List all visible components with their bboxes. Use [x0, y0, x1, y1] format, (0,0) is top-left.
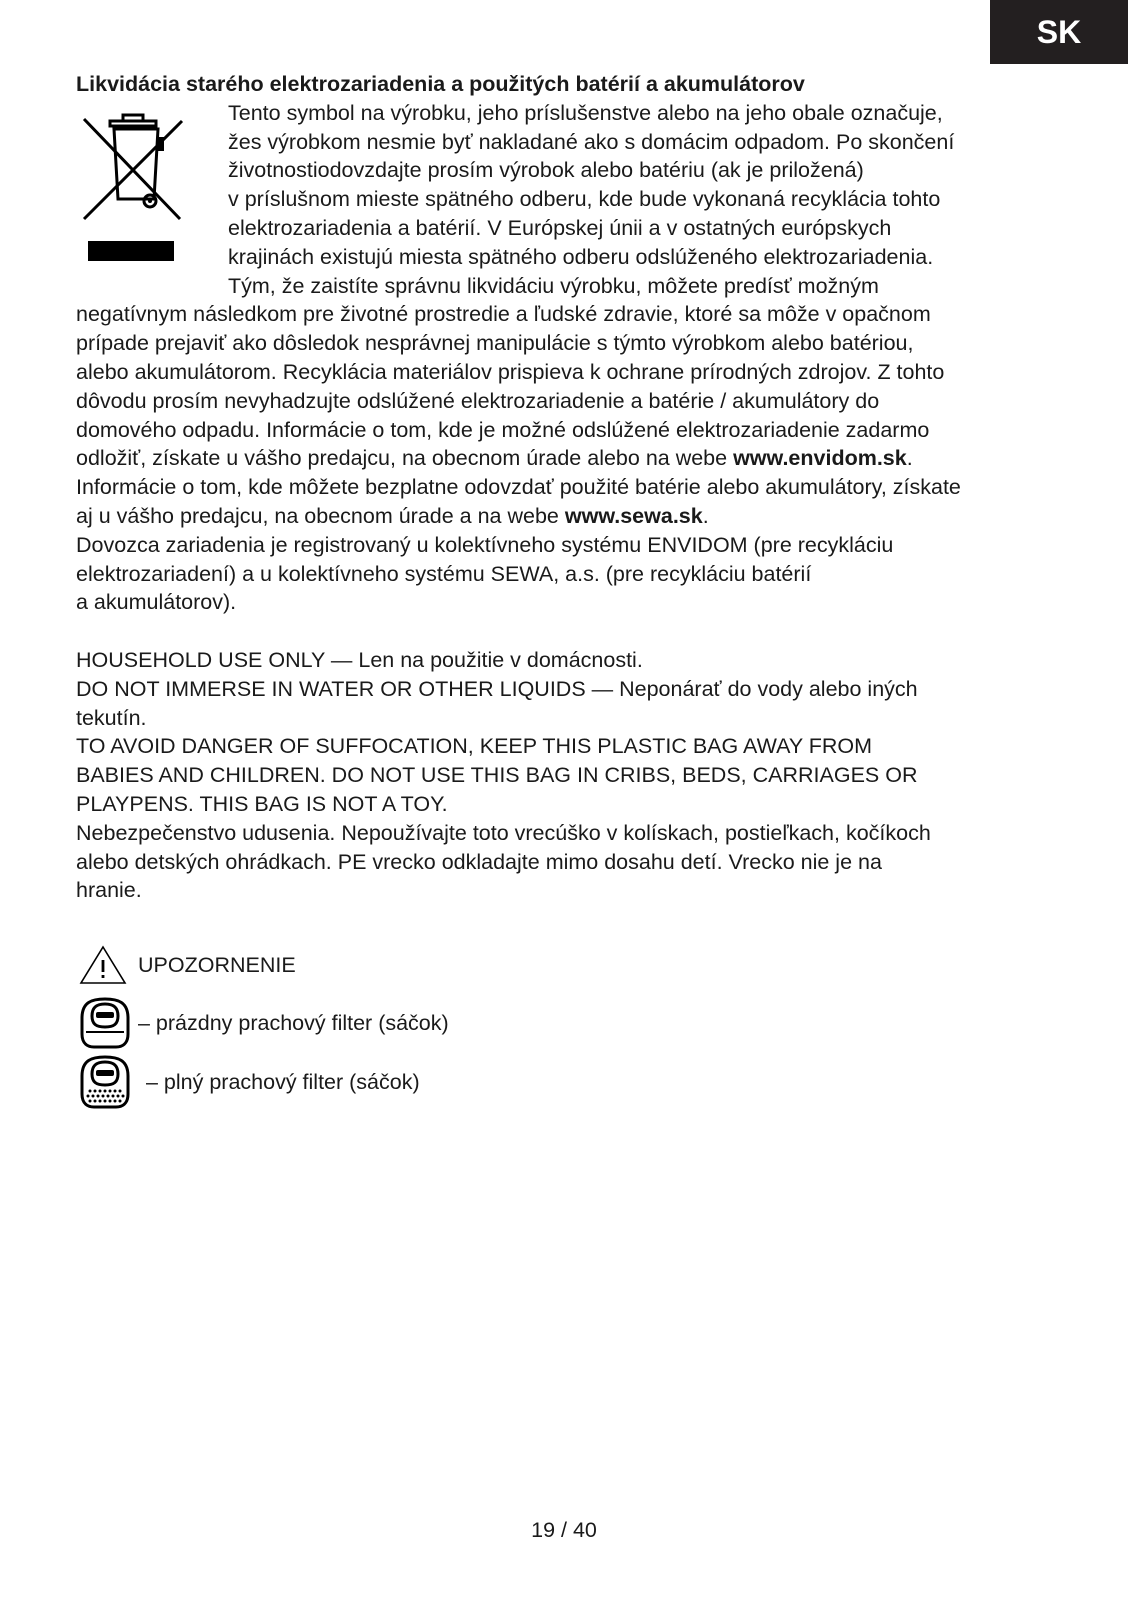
full-filter-label: – plný prachový filter (sáčok) — [146, 1069, 420, 1094]
envidom-line — [76, 444, 1051, 473]
crossed-out-wheelie-bin-icon — [76, 107, 192, 272]
empty-filter-legend — [78, 996, 449, 1050]
importer-line: a akumulátorov). — [76, 590, 237, 615]
envidom-link[interactable]: www.envidom.sk — [733, 446, 907, 471]
language-tab — [990, 0, 1128, 64]
warning-line: tekutín. — [76, 705, 147, 730]
weee-line: krajinách existujú miesta spätného odberu odslúženého elektrozariadenia. — [228, 244, 934, 269]
warning-line: TO AVOID DANGER OF SUFFOCATION, KEEP THIS PLASTIC BAG AWAY FROM — [76, 734, 873, 759]
warning-line: Nebezpečenstvo udusenia. Nepoužívajte toto vrecúško v kolískach, postieľkach, kočíkoch — [76, 820, 931, 845]
section-heading: Likvidácia starého elektrozariadenia a použitých batérií a akumulátorov — [76, 72, 805, 96]
weee-block — [76, 99, 1051, 301]
weee-line: Tento symbol na výrobku, jeho príslušenstve alebo na jeho obale označuje, — [228, 100, 943, 125]
weee-line: elektrozariadenia a batérií. V Európskej únii a v ostatných európskych — [228, 215, 892, 240]
warning-line: hranie. — [76, 878, 142, 903]
envidom-period: . — [906, 446, 913, 471]
empty-dust-filter-icon — [78, 996, 132, 1050]
envidom-text: odložiť, získate u vášho predajcu, na obecnom úrade alebo na webe — [76, 446, 734, 471]
weee-line: životnostiodovzdajte prosím výrobok alebo batériu (ak je priložená) — [228, 158, 864, 183]
body-line: alebo akumulátorom. Recyklácia materiálov prispieva k ochrane prírodných zdrojov. Z tohto — [76, 359, 945, 384]
caution-label: UPOZORNENIE — [138, 952, 296, 977]
sewa-link[interactable]: www.sewa.sk — [564, 503, 703, 528]
importer-line: elektrozariadení) a u kolektívneho systému SEWA, a.s. (pre recykláciu batérií — [76, 561, 812, 586]
body-line: negatívnym následkom pre životné prostredie a ľudské zdravie, ktoré sa môže v opačnom — [76, 302, 931, 327]
page-number: 19 / 40 — [531, 1518, 597, 1542]
warning-triangle-icon — [78, 944, 128, 986]
warning-line: alebo detských ohrádkach. PE vrecko odkladajte mimo dosahu detí. Vrecko nie je na — [76, 849, 882, 874]
importer-line: Dovozca zariadenia je registrovaný u kolektívneho systému ENVIDOM (pre recykláciu — [76, 532, 894, 557]
paragraph-gap — [76, 617, 1051, 646]
warning-line: DO NOT IMMERSE IN WATER OR OTHER LIQUIDS — Neponárať do vody alebo iných — [76, 676, 918, 701]
empty-filter-label: – prázdny prachový filter (sáčok) — [138, 1010, 449, 1035]
body-line: prípade prejaviť ako dôsledok nesprávnej manipulácie s týmto výrobkom alebo batériou, — [76, 331, 914, 356]
sewa-text: aj u vášho predajcu, na obecnom úrade a na webe — [76, 503, 565, 528]
weee-line: Tým, že zaistíte správnu likvidáciu výrobku, môžete predísť možným — [228, 273, 879, 298]
warning-line: BABIES AND CHILDREN. DO NOT USE THIS BAG IN CRIBS, BEDS, CARRIAGES OR — [76, 763, 918, 788]
full-filter-legend — [78, 1054, 420, 1110]
language-code: SK — [1036, 13, 1082, 50]
sewa-line — [76, 502, 1051, 531]
full-dust-filter-icon — [78, 1054, 132, 1110]
body-line: dôvodu prosím nevyhadzujte odslúžené elektrozariadenie a batérie / akumulátory do — [76, 388, 880, 413]
document-body — [76, 70, 1051, 905]
body-line: domového odpadu. Informácie o tom, kde je možné odslúžené elektrozariadenie zadarmo — [76, 417, 930, 442]
warning-line: PLAYPENS. THIS BAG IS NOT A TOY. — [76, 791, 448, 816]
caution-legend — [78, 944, 296, 986]
warning-line: HOUSEHOLD USE ONLY — Len na použitie v domácnosti. — [76, 647, 643, 672]
weee-line: žes výrobkom nesmie byť nakladané ako s domácim odpadom. Po skončení — [228, 129, 955, 154]
sewa-period: . — [702, 503, 709, 528]
sewa-intro-line: Informácie o tom, kde môžete bezplatne odovzdať použité batérie alebo akumulátory, získate — [76, 475, 961, 500]
weee-line: v príslušnom mieste spätného odberu, kde bude vykonaná recyklácia tohto — [228, 187, 941, 212]
